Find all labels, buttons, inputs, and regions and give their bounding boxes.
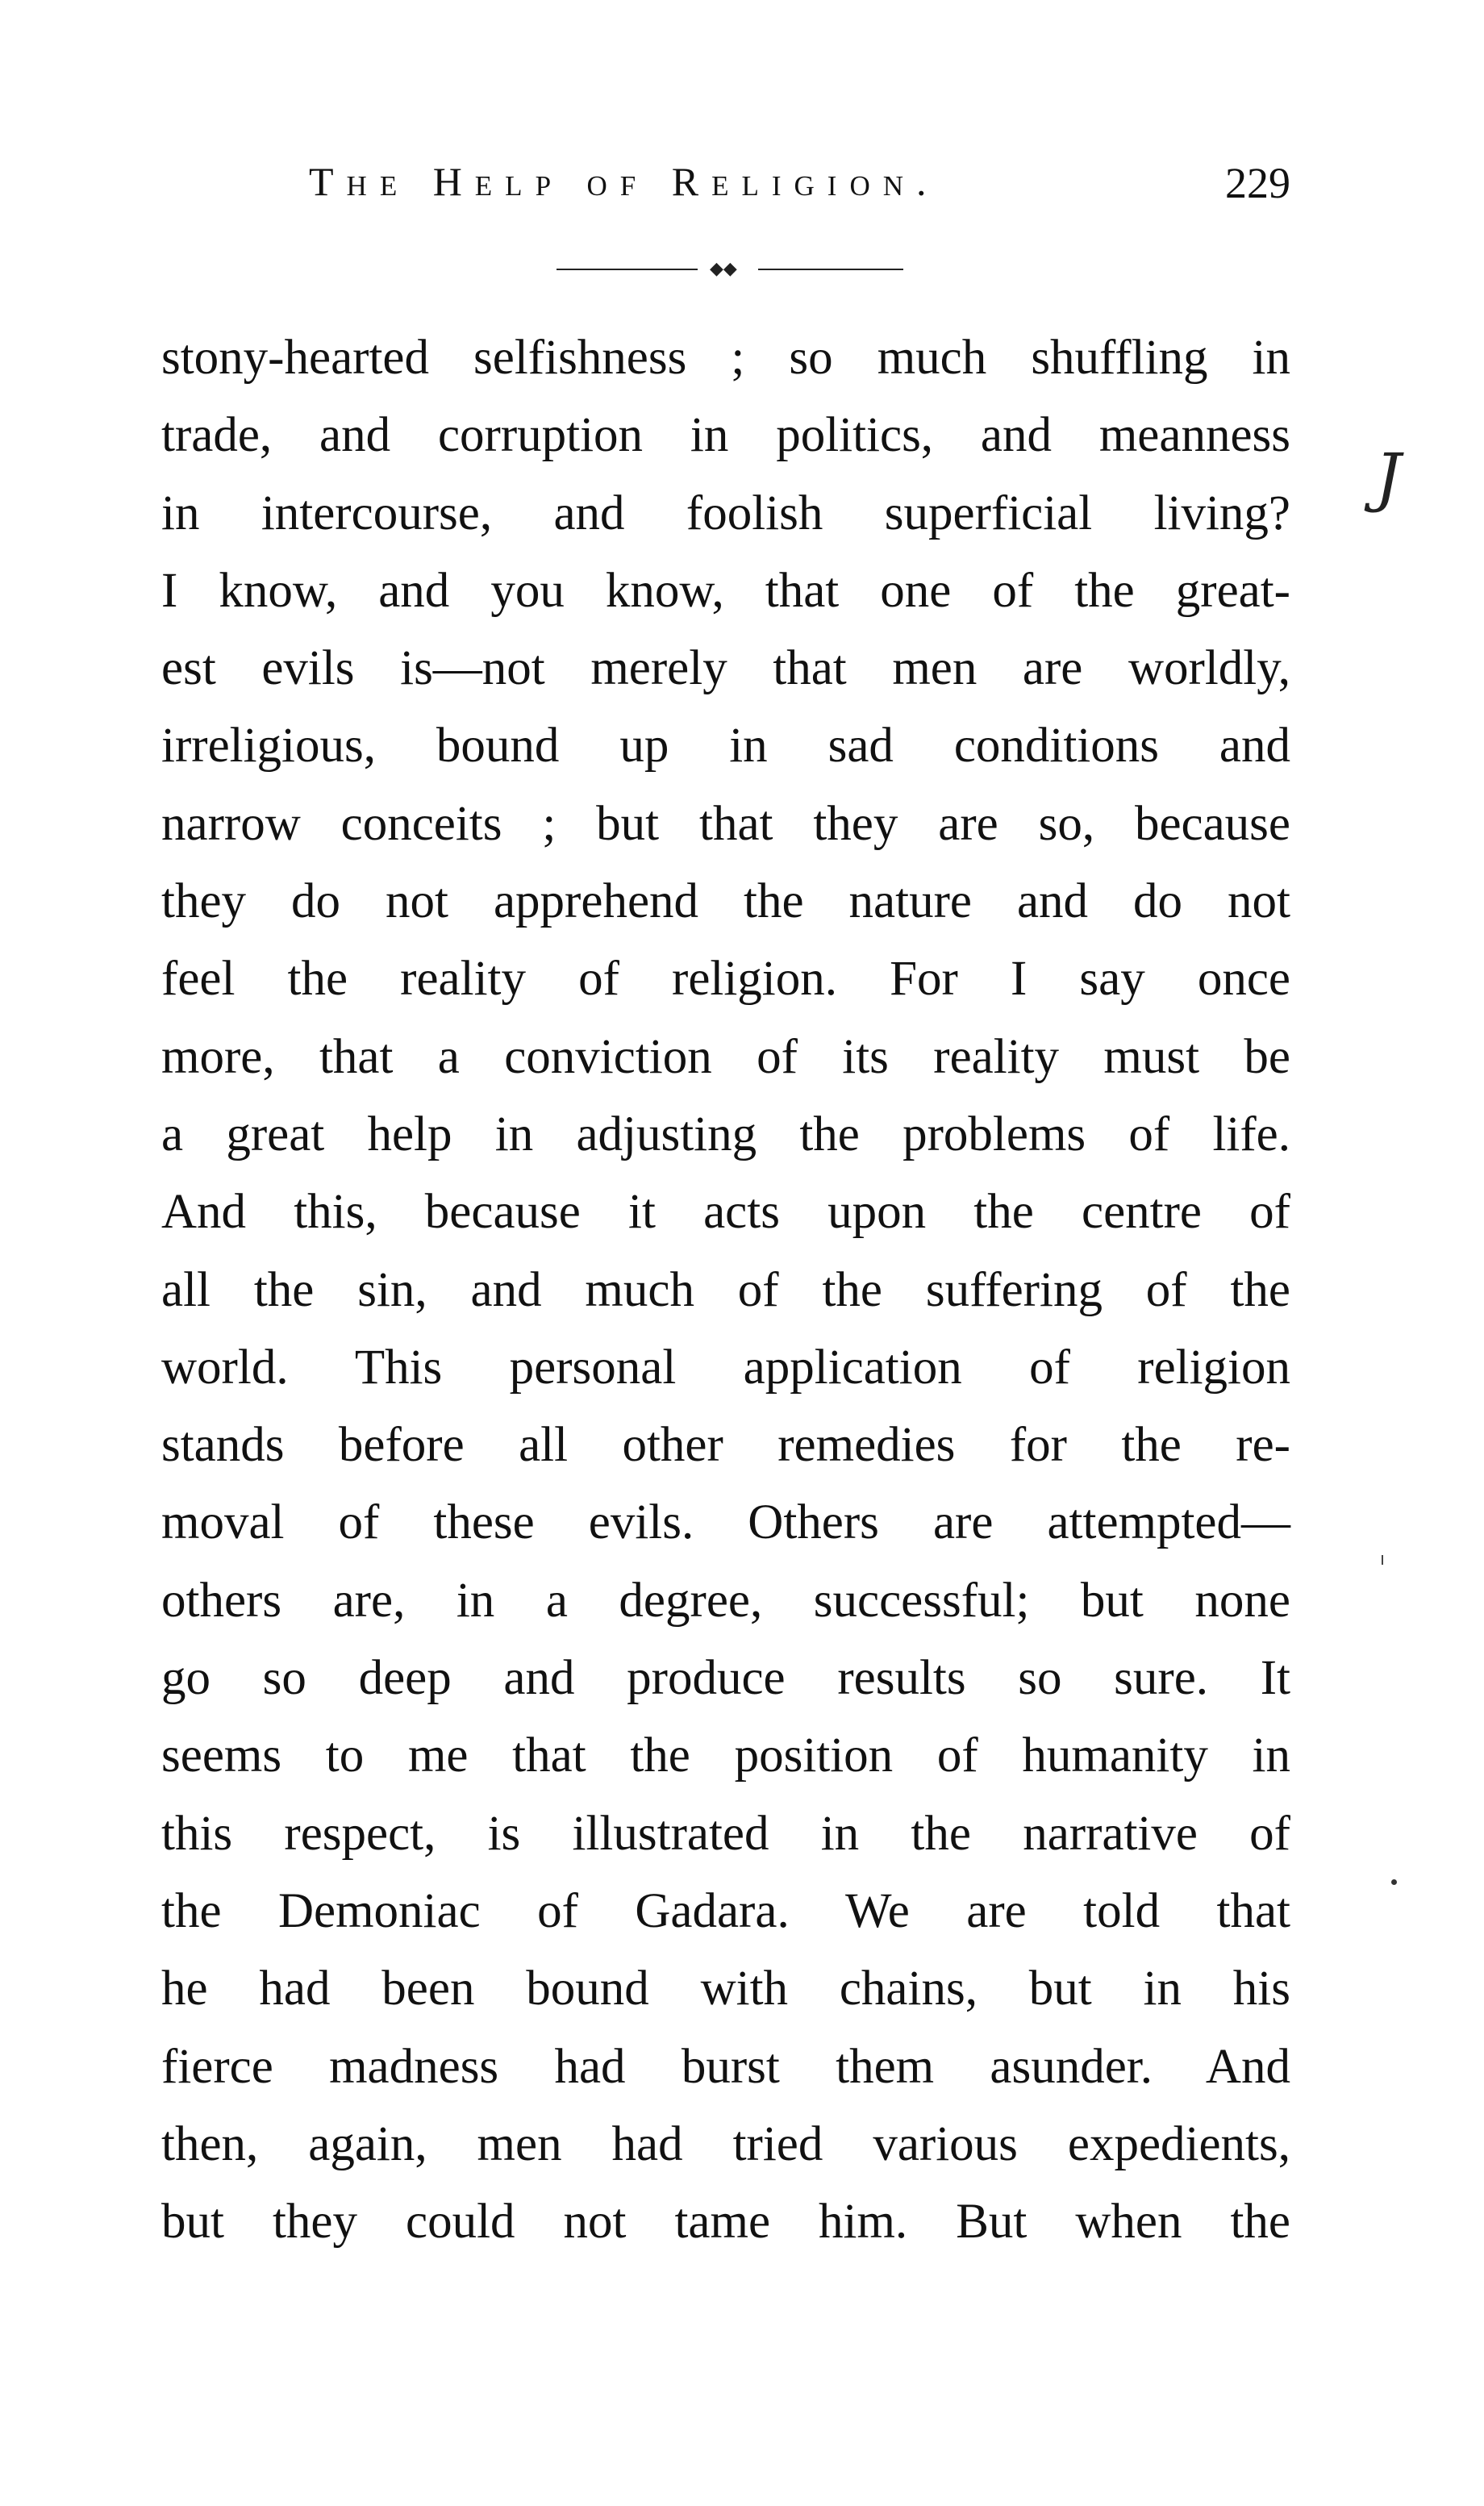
running-title: The Help of Religion. [309,159,940,204]
margin-dot-mark [1391,1879,1397,1885]
page-number: 229 [1225,159,1290,207]
text-line: but they could not tame him. But when the [161,2195,1290,2250]
margin-pencil-mark: J [1375,440,1402,515]
text-line: they do not apprehend the nature and do not [161,874,1290,929]
text-line: all the sin, and much of the suffering of the [161,1262,1290,1317]
text-line: go so deep and produce results so sure. It [161,1651,1290,1706]
text-line: stony-hearted selfishness ; so much shuffling in [161,331,1290,385]
text-line: stands before all other remedies for the re- [161,1418,1290,1473]
body-text [161,319,1290,2261]
text-line: more, that a conviction of its reality must be [161,1029,1290,1084]
text-line: fierce madness had burst them asunder. And [161,2039,1290,2094]
text-line: this respect, is illustrated in the narrative of [161,1806,1290,1861]
text-line: he had been bound with chains, but in his [161,1962,1290,2016]
text-line: feel the reality of religion. For I say once [161,952,1290,1007]
header-ornament-rule [556,260,903,279]
text-line: then, again, men had tried various expedients, [161,2116,1290,2171]
text-line: in intercourse, and foolish superficial living? [161,486,1290,540]
ornament-rule-left [556,269,698,270]
text-line: est evils is—not merely that men are worldly, [161,641,1290,696]
running-head [161,158,1290,215]
text-line: others are, in a degree, successful; but none [161,1573,1290,1628]
text-line: irreligious, bound up in sad conditions and [161,719,1290,773]
text-line: moval of these evils. Others are attempted— [161,1495,1290,1550]
text-line: world. This personal application of religion [161,1340,1290,1395]
text-line: a great help in adjusting the problems of life. [161,1107,1290,1161]
text-line: narrow conceits ; but that they are so, because [161,796,1290,851]
margin-tick-mark [1382,1555,1383,1565]
text-line: the Demoniac of Gadara. We are told that [161,1883,1290,1938]
ornament-diamond-icon: ◆◆ [710,259,737,279]
text-line: trade, and corruption in politics, and meanness [161,408,1290,463]
ornament-rule-right [758,269,903,270]
text-line: seems to me that the position of humanity in [161,1728,1290,1783]
text-line: I know, and you know, that one of the great- [161,563,1290,618]
text-line: And this, because it acts upon the centre of [161,1185,1290,1240]
